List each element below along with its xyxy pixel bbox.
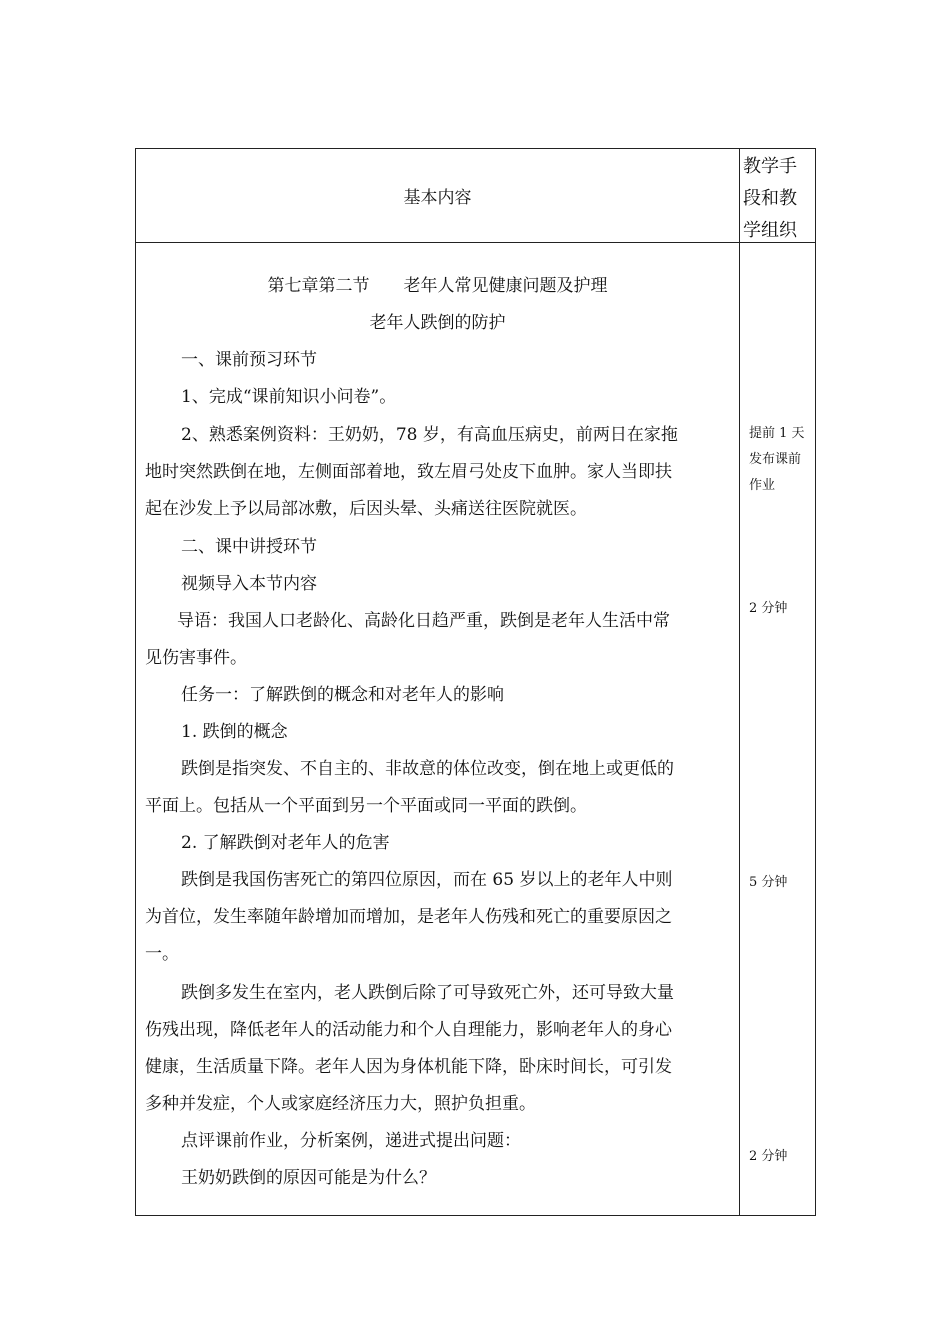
paragraph-line: 跌倒多发生在室内，老人跌倒后除了可导致死亡外，还可导致大量 <box>181 983 674 1003</box>
paragraph-line: 多种并发症，个人或家庭经济压力大，照护负担重。 <box>145 1094 536 1114</box>
subsection-heading: 1. 跌倒的概念 <box>181 722 288 742</box>
homework-note <box>749 421 805 499</box>
time-note: 2 分钟 <box>749 1149 788 1164</box>
paragraph-line: 点评课前作业，分析案例，递进式提出问题： <box>181 1131 521 1151</box>
lesson-plan-table <box>135 148 816 1216</box>
section-heading: 一、课前预习环节 <box>181 350 317 370</box>
paragraph-line: 为首位，发生率随年龄增加而增加，是老年人伤残和死亡的重要原因之 <box>145 907 672 927</box>
paragraph-line: 跌倒是我国伤害死亡的第四位原因，而在 65 岁以上的老年人中则 <box>181 870 673 890</box>
paragraph-line: 导语：我国人口老龄化、高龄化日趋严重，跌倒是老年人生活中常 <box>177 611 670 631</box>
header-teaching-methods <box>743 151 815 247</box>
header-side-line: 教学手 <box>743 156 797 177</box>
paragraph-line: 视频导入本节内容 <box>181 574 317 594</box>
header-basic-content: 基本内容 <box>403 188 472 208</box>
paragraph-line: 健康，生活质量下降。老年人因为身体机能下降，卧床时间长，可引发 <box>145 1057 672 1077</box>
paragraph-line: 王奶奶跌倒的原因可能是为什么？ <box>181 1168 436 1188</box>
paragraph-line: 地时突然跌倒在地，左侧面部着地，致左眉弓处皮下血肿。家人当即扶 <box>145 462 672 482</box>
task-heading: 任务一：了解跌倒的概念和对老年人的影响 <box>181 685 504 705</box>
lesson-title: 老年人跌倒的防护 <box>369 313 506 333</box>
note-line: 作业 <box>749 478 776 493</box>
paragraph-line: 见伤害事件。 <box>145 648 247 668</box>
paragraph-line: 平面上。包括从一个平面到另一个平面或同一平面的跌倒。 <box>145 796 587 816</box>
time-note: 5 分钟 <box>749 875 788 890</box>
subsection-heading: 2. 了解跌倒对老年人的危害 <box>181 833 390 853</box>
paragraph-line: 一。 <box>145 944 179 964</box>
note-line: 发布课前 <box>749 452 802 467</box>
paragraph-line: 伤残出现，降低老年人的活动能力和个人自理能力，影响老年人的身心 <box>145 1020 672 1040</box>
header-side-line: 学组织 <box>743 220 797 241</box>
chapter-title: 第七章第二节 老年人常见健康问题及护理 <box>267 276 608 296</box>
paragraph-line: 跌倒是指突发、不自主的、非故意的体位改变，倒在地上或更低的 <box>181 759 674 779</box>
column-divider <box>739 149 740 1215</box>
paragraph-line: 起在沙发上予以局部冰敷，后因头晕、头痛送往医院就医。 <box>145 499 587 519</box>
paragraph-line: 2、熟悉案例资料：王奶奶，78 岁，有高血压病史，前两日在家拖 <box>181 425 678 445</box>
time-note: 2 分钟 <box>749 601 788 616</box>
header-side-line: 段和教 <box>743 188 797 209</box>
note-line: 提前 1 天 <box>749 426 805 441</box>
header-divider <box>136 242 815 243</box>
paragraph-line: 1、完成“课前知识小问卷”。 <box>181 387 397 407</box>
section-heading: 二、课中讲授环节 <box>181 537 317 557</box>
